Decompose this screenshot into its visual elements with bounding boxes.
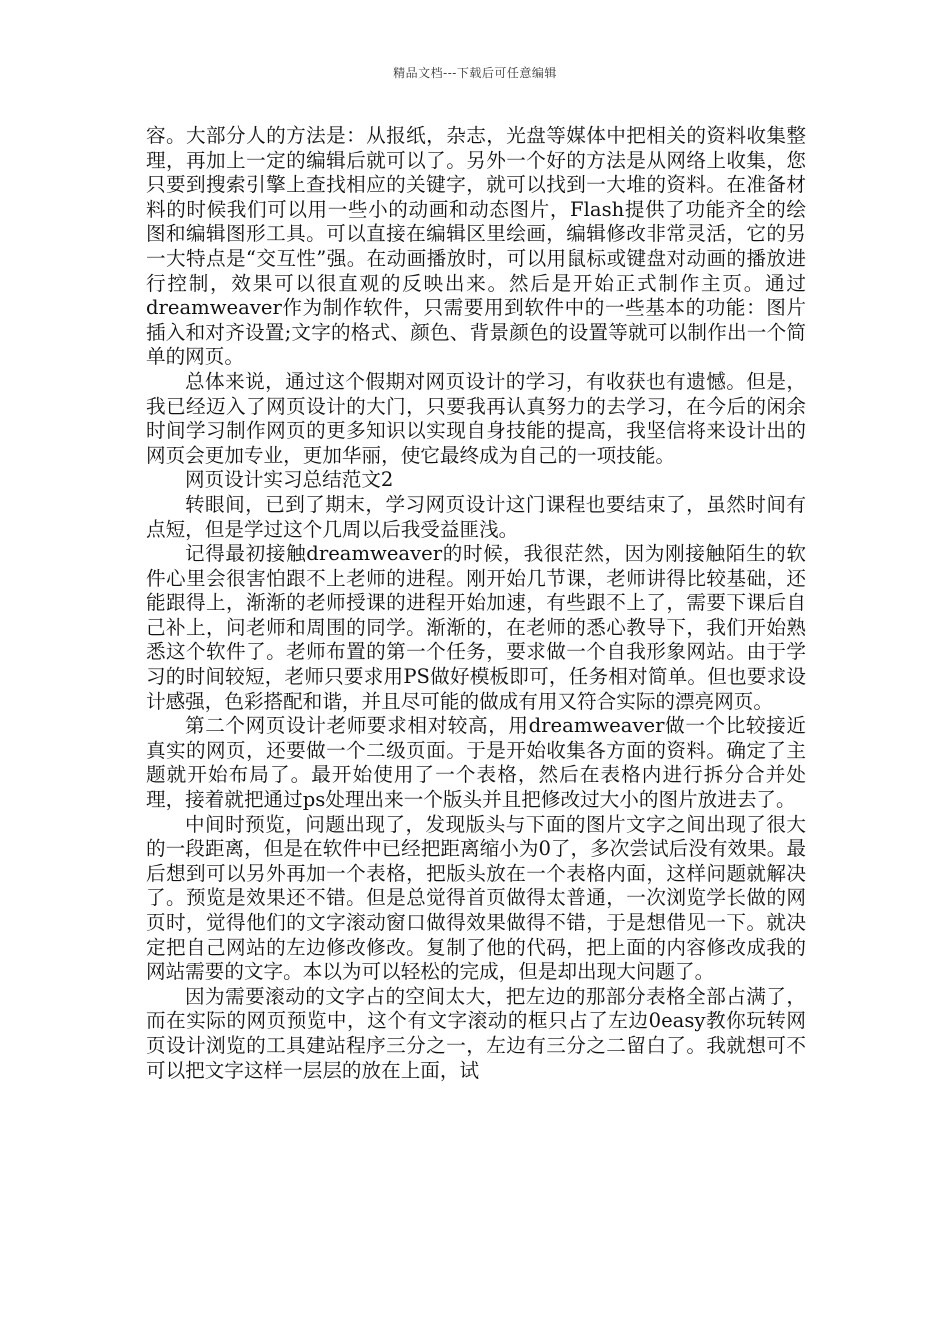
page-header: 精品文档---下载后可任意编辑 (393, 66, 557, 80)
paragraph-preview-problem: 中间时预览，问题出现了，发现版头与下面的图片文字之间出现了很大的一段距离，但是在软件中已经把距离缩小为0了，多次尝试后没有效果。最后想到可以另外再加一个表格，把版头放在一个表格内面，这样问题就解决了。预览是效果还不错。但是总觉得首页做得太普通，一次浏览学长做的网页时，觉得他们的文字滚动窗口做得效果做得不错，于是想借见一下。就决定把自己网站的左边修改修改。复制了他的代码，把上面的内容修改成我的网站需要的文字。本以为可以轻松的完成，但是却出现大问题了。 (146, 812, 806, 984)
section-heading: 网页设计实习总结范文2 (185, 468, 394, 492)
document-body (146, 124, 806, 1083)
paragraph-second-task: 第二个网页设计老师要求相对较高，用dreamweaver做一个比较接近真实的网页，还要做一个二级页面。于是开始收集各方面的资料。确定了主题就开始布局了。最开始使用了一个表格，然后在表格内进行拆分合并处理，接着就把通过ps处理出来一个版头并且把修改过大小的图片放进去了。 (146, 714, 806, 812)
paragraph-scroll-text: 因为需要滚动的文字占的空间太大，把左边的那部分表格全部占满了，而在实际的网页预览中，这个有文字滚动的框只占了左边0easy教你玩转网页设计浏览的工具建站程序三分之一，左边有三分之二留白了。我就想可不可以把文字这样一层层的放在上面，试 (146, 984, 806, 1082)
paragraph-continuation: 容。大部分人的方法是：从报纸，杂志，光盘等媒体中把相关的资料收集整理，再加上一定的编辑后就可以了。另外一个好的方法是从网络上收集，您只要到搜索引擎上查找相应的关键字，就可以找到一大堆的资料。在准备材料的时候我们可以用一些小的动画和动态图片，Flash提供了功能齐全的绘图和编辑图形工具。可以直接在编辑区里绘画，编辑修改非常灵活，它的另一大特点是“交互性”强。在动画播放时，可以用鼠标或键盘对动画的播放进行控制，效果可以很直观的反映出来。然后是开始正式制作主页。通过dreamweaver作为制作软件，只需要用到软件中的一些基本的功能：图片插入和对齐设置;文字的格式、颜色、背景颜色的设置等就可以制作出一个简单的网页。 (146, 124, 806, 369)
paragraph-intro: 转眼间，已到了期末，学习网页设计这门课程也要结束了，虽然时间有点短，但是学过这个几周以后我受益匪浅。 (146, 492, 806, 541)
paragraph-first-contact: 记得最初接触dreamweaver的时候，我很茫然，因为刚接触陌生的软件心里会很害怕跟不上老师的进程。刚开始几节课，老师讲得比较基础，还能跟得上，渐渐的老师授课的进程开始加速，有些跟不上了，需要下课后自己补上，问老师和周围的同学。渐渐的，在老师的悉心教导下，我们开始熟悉这个软件了。老师布置的第一个任务，要求做一个自我形象网站。由于学习的时间较短，老师只要求用PS做好模板即可，任务相对简单。但也要求设计感强，色彩搭配和谐，并且尽可能的做成有用又符合实际的漂亮网页。 (146, 542, 806, 713)
paragraph-summary: 总体来说，通过这个假期对网页设计的学习，有收获也有遗憾。但是，我已经迈入了网页设计的大门，只要我再认真努力的去学习，在今后的闲余时间学习制作网页的更多知识以实现自身技能的提高，我坚信将来设计出的网页会更加专业，更加华丽，使它最终成为自己的一项技能。 (146, 369, 806, 467)
